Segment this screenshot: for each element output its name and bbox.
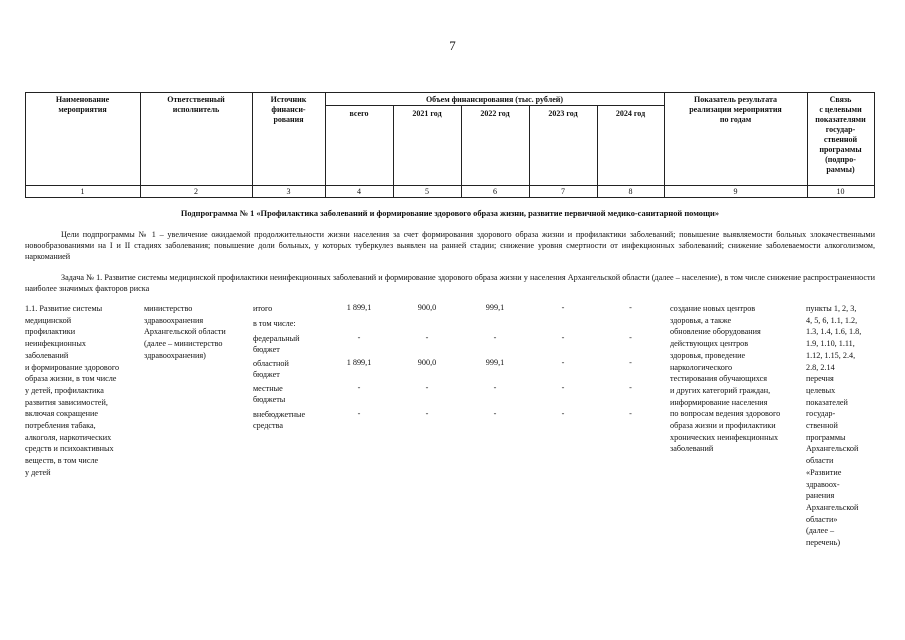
total-2024: -	[629, 303, 632, 312]
extrabudget-2021: -	[425, 409, 429, 418]
source-regional-label: областной бюджет	[253, 359, 289, 379]
column-number: 3	[286, 187, 291, 196]
target-links: пункты 1, 2, 3, 4, 5, 6, 1.1, 1.2, 1.3, 1.4, 1.6, 1.8, 1.9, 1.10, 1.11, 1.12, 1.15, 2.4, 2.8, 2.14 перечня целевых показателей государ- ственной программы Архангельской области «Развитие здравоох- ранения Архангельской области» (далее – перечень)	[806, 304, 862, 548]
header-source: Источник финанси- рования	[270, 95, 307, 124]
total-2022: 999,1	[485, 303, 505, 312]
grid-line	[325, 92, 326, 198]
extrabudget-2022: -	[493, 409, 497, 418]
activity-executor: министерство здравоохранения Архангельской области (далее – министерство здравоохранения)	[144, 304, 226, 360]
source-including-label: в том числе:	[253, 319, 296, 328]
header-link: Связь с целевыми показателями государ- ственной программы (подпро- раммы)	[815, 95, 866, 174]
federal-2023: -	[561, 333, 565, 342]
result-indicator: создание новых центров здоровья, а также обновление оборудования действующих центров здоровья, проведение наркологического тестирования обучающихся и других категорий граждан, информирование населения по вопросам ведения здорового образа жизни и профилактики хронических неинфекционных заболеваний	[670, 304, 781, 454]
table-header	[25, 92, 875, 198]
local-2023: -	[561, 383, 565, 392]
source-extrabudget-label: внебюджетные средства	[253, 410, 306, 430]
total-2023: -	[561, 303, 565, 312]
header-2021: 2021 год	[412, 109, 442, 118]
column-number: 10	[836, 187, 845, 196]
total-2021: 900,0	[417, 303, 437, 312]
column-number: 7	[561, 187, 565, 196]
subprogram-goals: Цели подпрограммы № 1 – увеличение ожидаемой продолжительности жизни населения за счет формирования здорового образа жизни и профилактики заболеваний; повышение выявляемости больных злокачественными новообразованиями на I и II стадиях заболевания; повышение доли больных, у которых туберкулез выявлен на ранней стадии; снижение уровня смертности от инфекционных заболеваний; снижение заболеваемости алкоголизмом, наркоманией	[25, 230, 875, 261]
local-total: -	[357, 383, 361, 392]
header-funding-volume: Объем финансирования (тыс. рублей)	[425, 95, 564, 104]
source-local-label: местные бюджеты	[253, 384, 286, 404]
extrabudget-2024: -	[629, 409, 632, 418]
regional-2021: 900,0	[417, 358, 437, 367]
grid-line	[325, 105, 664, 106]
regional-total: 1 899,1	[346, 358, 372, 367]
regional-2023: -	[561, 358, 565, 367]
extrabudget-2023: -	[561, 409, 565, 418]
source-federal-label: федеральный бюджет	[253, 334, 300, 354]
header-total: всего	[349, 109, 369, 118]
federal-total: -	[357, 333, 361, 342]
column-number: 2	[194, 187, 198, 196]
column-number: 1	[80, 187, 85, 196]
local-2022: -	[493, 383, 497, 392]
federal-2024: -	[629, 333, 632, 342]
header-2023: 2023 год	[548, 109, 578, 118]
local-2024: -	[629, 383, 632, 392]
header-2022: 2022 год	[480, 109, 510, 118]
source-total-label: итого	[253, 304, 273, 313]
subprogram-title: Подпрограмма № 1 «Профилактика заболеваний и формирование здорового образа жизни, развитие первичной медико-санитарной помощи»	[180, 209, 720, 218]
column-number: 9	[733, 187, 738, 196]
column-number: 6	[493, 187, 497, 196]
regional-2024: -	[629, 358, 632, 367]
header-name: Наименование мероприятия	[55, 95, 110, 114]
header-2024: 2024 год	[615, 109, 646, 118]
header-executor: Ответственный исполнитель	[167, 95, 225, 114]
total-total: 1 899,1	[346, 303, 372, 312]
local-2021: -	[425, 383, 429, 392]
federal-2022: -	[493, 333, 497, 342]
column-number: 4	[357, 187, 361, 196]
column-number: 8	[628, 187, 633, 196]
page-number: 7	[449, 38, 456, 53]
activity-name: 1.1. Развитие системы медицинской профилактики неинфекционных заболеваний и формирование здорового образа жизни, в том числе у детей, профилактика развития зависимостей, включая сокращение потребления табака, алкоголя, наркотических средств и психоактивных веществ, в том числе у детей	[25, 304, 120, 477]
extrabudget-total: -	[357, 409, 361, 418]
task-text: Задача № 1. Развитие системы медицинской профилактики неинфекционных заболеваний и формирование здорового образа жизни у населения Архангельской области (далее – население), в том числе снижение распространенности наиболее значимых факторов риска	[25, 273, 875, 293]
regional-2022: 999,1	[485, 358, 505, 367]
grid-line	[25, 197, 875, 198]
grid-line	[25, 185, 875, 186]
header-result: Показатель результата реализации мероприятия по годам	[689, 95, 782, 124]
column-number: 5	[425, 187, 429, 196]
grid-line	[874, 92, 875, 198]
grid-line	[25, 92, 875, 93]
federal-2021: -	[425, 333, 429, 342]
